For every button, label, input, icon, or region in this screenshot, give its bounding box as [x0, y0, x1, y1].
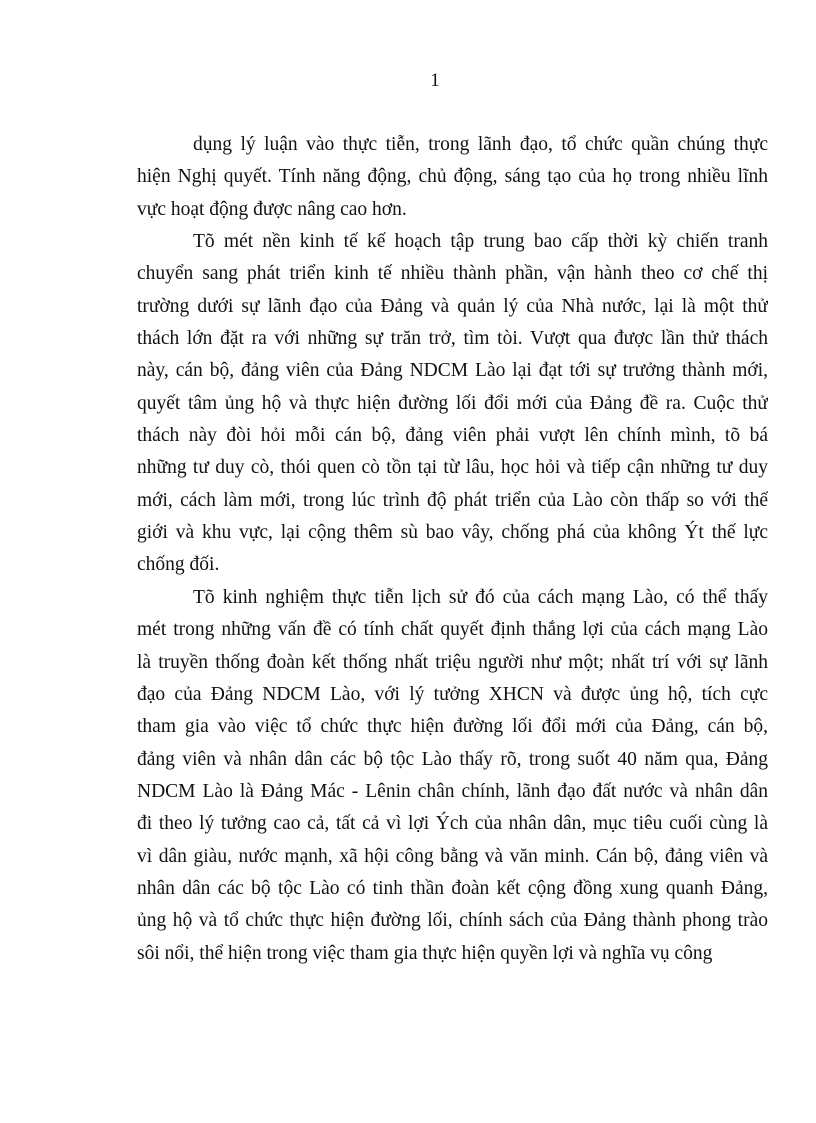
text-line: đạo của Đảng NDCM Lào, với lý tưởng XHCN và được ủng hộ, tích cực: [137, 683, 768, 705]
paragraph: [137, 582, 768, 970]
text-line: hiện Nghị quyết. Tính năng động, chủ động, sáng tạo của họ trong nhiều lĩnh: [137, 166, 768, 188]
text-line: tham gia vào việc tổ chức thực hiện đường lối đổi mới của Đảng, cán bộ,: [137, 716, 768, 738]
text-line: thách lớn đặt ra với những sự trăn trở, tìm tòi. Vượt qua được lần thử thách: [137, 328, 768, 350]
text-line: mét trong những vấn đề có tính chất quyết định thắng lợi của cách mạng Lào: [137, 619, 768, 641]
paragraph: [137, 226, 768, 582]
text-line: chống đối.: [137, 554, 220, 576]
text-line: nhân dân các bộ tộc Lào có tinh thần đoàn kết cộng đồng xung quanh Đảng,: [137, 877, 768, 899]
text-line: quyết tâm ủng hộ và thực hiện đường lối đổi mới của Đảng đề ra. Cuộc thử: [137, 392, 768, 414]
text-line: Tõ mét nền kinh tế kế hoạch tập trung bao cấp thời kỳ chiến tranh: [193, 231, 768, 253]
text-line: ủng hộ và tổ chức thực hiện đường lối, chính sách của Đảng thành phong trào: [137, 910, 768, 932]
text-line: trường dưới sự lãnh đạo của Đảng và quản lý của Nhà nước, lại là một thử: [137, 295, 768, 317]
text-line: sôi nổi, thể hiện trong việc tham gia thực hiện quyền lợi và nghĩa vụ công: [137, 942, 713, 964]
text-line: NDCM Lào là Đảng Mác - Lênin chân chính, lãnh đạo đất nước và nhân dân: [137, 780, 768, 802]
body-text: [137, 129, 768, 970]
text-line: mới, cách làm mới, trong lúc trình độ phát triển của Lào còn thấp so với thế: [137, 489, 768, 511]
text-line: chuyển sang phát triển kinh tế nhiều thành phần, vận hành theo cơ chế thị: [137, 263, 768, 285]
text-line: vì dân giàu, nước mạnh, xã hội công bằng và văn minh. Cán bộ, đảng viên và: [137, 845, 768, 867]
text-line: những tư duy cò, thói quen cò tồn tại từ lâu, học hỏi và tiếp cận những tư duy: [137, 457, 768, 479]
text-line: dụng lý luận vào thực tiễn, trong lãnh đạo, tổ chức quần chúng thực: [193, 134, 768, 155]
page-number: 1: [430, 70, 440, 91]
text-line: này, cán bộ, đảng viên của Đảng NDCM Lào lại đạt tới sự trưởng thành mới,: [137, 360, 768, 382]
text-line: giới và khu vực, lại cộng thêm sù bao vây, chống phá của không Ýt thế lực: [137, 522, 768, 544]
paragraph: [137, 129, 768, 226]
text-line: đảng viên và nhân dân các bộ tộc Lào thấy rõ, trong suốt 40 năm qua, Đảng: [137, 748, 768, 770]
text-line: thách này đòi hỏi mỗi cán bộ, đảng viên phải vượt lên chính mình, tõ bá: [137, 425, 768, 447]
text-line: Tõ kinh nghiệm thực tiễn lịch sử đó của cách mạng Lào, có thể thấy: [193, 586, 768, 608]
text-line: vực hoạt động được nâng cao hơn.: [137, 198, 407, 220]
text-line: đi theo lý tưởng cao cả, tất cả vì lợi Ých của nhân dân, mục tiêu cuối cùng là: [137, 813, 768, 835]
text-line: là truyền thống đoàn kết thống nhất triệu người như một; nhất trí với sự lãnh: [137, 651, 768, 673]
